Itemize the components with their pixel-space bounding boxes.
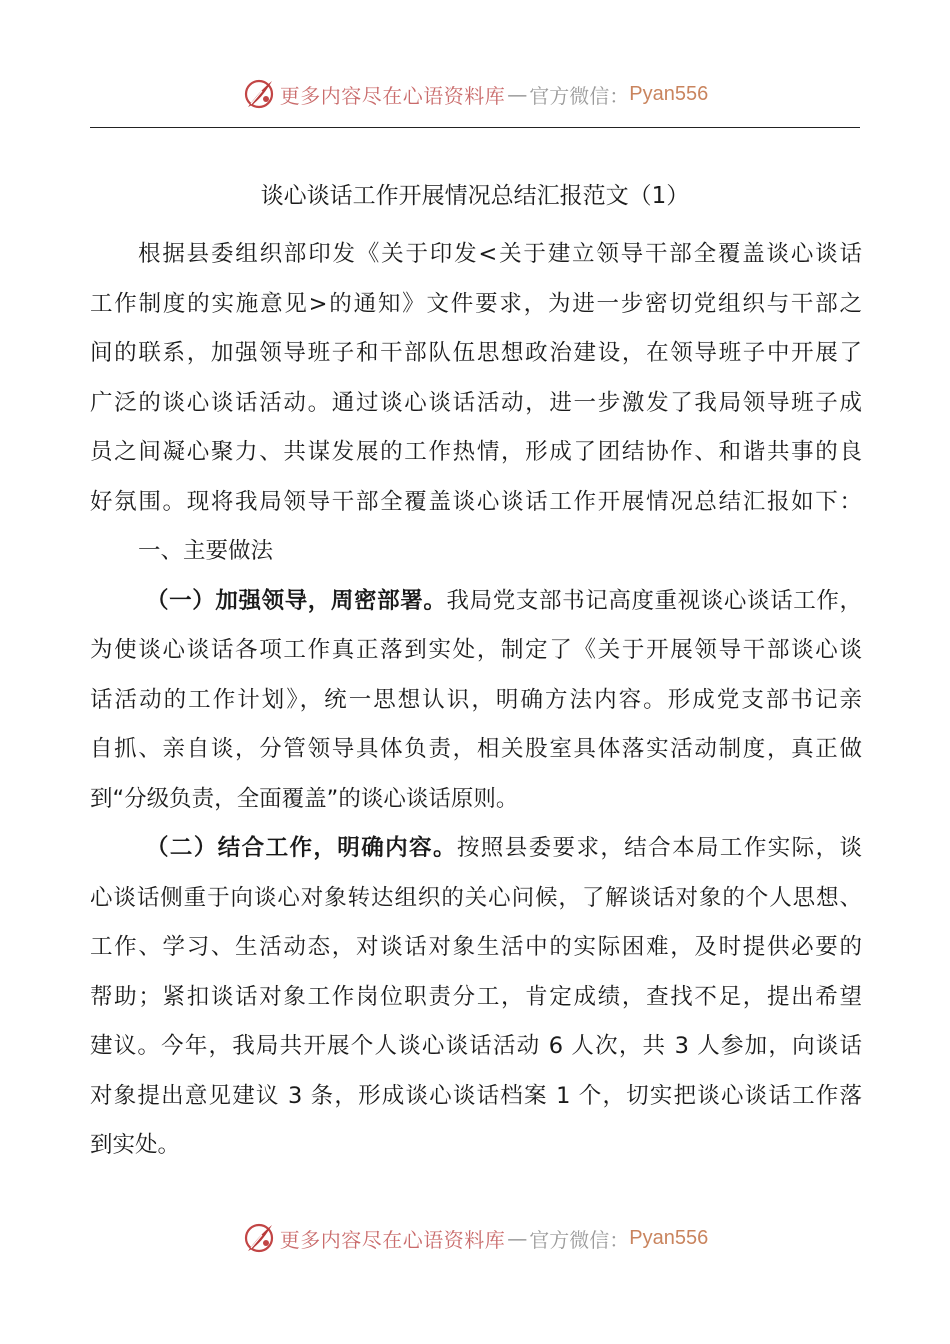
- footer-banner: [0, 1216, 950, 1260]
- document-body: [90, 230, 862, 1171]
- footer-contact-label: 官方微信：: [529, 1227, 630, 1252]
- item2-line: 对象提出意见建议 3 条，形成谈心谈话档案 1 个，切实把谈心谈话工作落: [90, 1082, 862, 1109]
- footer-wechat-handle: Pyan556: [629, 1226, 709, 1249]
- footer-dash: —: [507, 1226, 528, 1250]
- header-slogan: 更多内容尽在心语资料库: [279, 83, 506, 108]
- item1-heading: （一）加强领导，周密部署。: [146, 587, 447, 614]
- intro-line: 间的联系，加强领导班子和干部队伍思想政治建设，在领导班子中开展了: [90, 340, 862, 366]
- item1-line: 话活动的工作计划》，统一思想认识，明确方法内容。形成党支部书记亲: [90, 686, 862, 713]
- item2-line: 心谈话侧重于向谈心对象转达组织的关心问候，了解谈话对象的个人思想、: [90, 884, 862, 911]
- item2-line: 到实处。: [90, 1132, 181, 1158]
- item2-line: 工作、学习、生活动态，对谈话对象生活中的实际困难，及时提供必要的: [90, 934, 862, 960]
- document-title: 谈心谈话工作开展情况总结汇报范文（1）: [260, 183, 690, 209]
- intro-line: 根据县委组织部印发《关于印发<关于建立领导干部全覆盖谈心谈话: [138, 241, 862, 267]
- header-divider: [90, 127, 860, 128]
- quill-pen-logo-icon: [242, 1221, 276, 1255]
- header-dash: —: [507, 82, 528, 106]
- footer-slogan: 更多内容尽在心语资料库: [279, 1227, 506, 1252]
- section-heading: 一、主要做法: [138, 538, 274, 564]
- item2-line: 建议。今年，我局共开展个人谈心谈话活动 6 人次，共 3 人参加，向谈话: [90, 1033, 862, 1059]
- item2-first-line: [90, 824, 862, 874]
- intro-line: 广泛的谈心谈话活动。通过谈心谈话活动，进一步激发了我局领导班子成: [90, 389, 862, 416]
- intro-line: 工作制度的实施意见>的通知》文件要求，为进一步密切党组织与干部之: [90, 290, 862, 317]
- header-banner: [0, 72, 950, 116]
- item1-line: 自抓、亲自谈，分管领导具体负责，相关股室具体落实活动制度，真正做: [90, 736, 862, 762]
- header-contact-label: 官方微信：: [529, 83, 630, 108]
- item2-line: 帮助；紧扣谈话对象工作岗位职责分工，肯定成绩，查找不足，提出希望: [90, 983, 862, 1010]
- item1-line: 到“分级负责，全面覆盖”的谈心谈话原则。: [90, 785, 519, 812]
- quill-pen-logo-icon: [242, 77, 276, 111]
- item1-line: 为使谈心谈话各项工作真正落到实处，制定了《关于开展领导干部谈心谈: [90, 637, 862, 663]
- item1-first-line-text: 我局党支部书记高度重视谈心谈话工作，: [446, 587, 862, 614]
- header-wechat-handle: Pyan556: [629, 82, 709, 105]
- item1-first-line: [90, 577, 862, 627]
- intro-line: 员之间凝心聚力、共谋发展的工作热情，形成了团结协作、和谐共事的良: [90, 439, 862, 465]
- item2-heading: （二）结合工作，明确内容。: [146, 835, 457, 861]
- intro-line: 好氛围。现将我局领导干部全覆盖谈心谈话工作开展情况总结汇报如下：: [90, 488, 862, 515]
- item2-first-line-text: 按照县委要求，结合本局工作实际，谈: [456, 835, 862, 861]
